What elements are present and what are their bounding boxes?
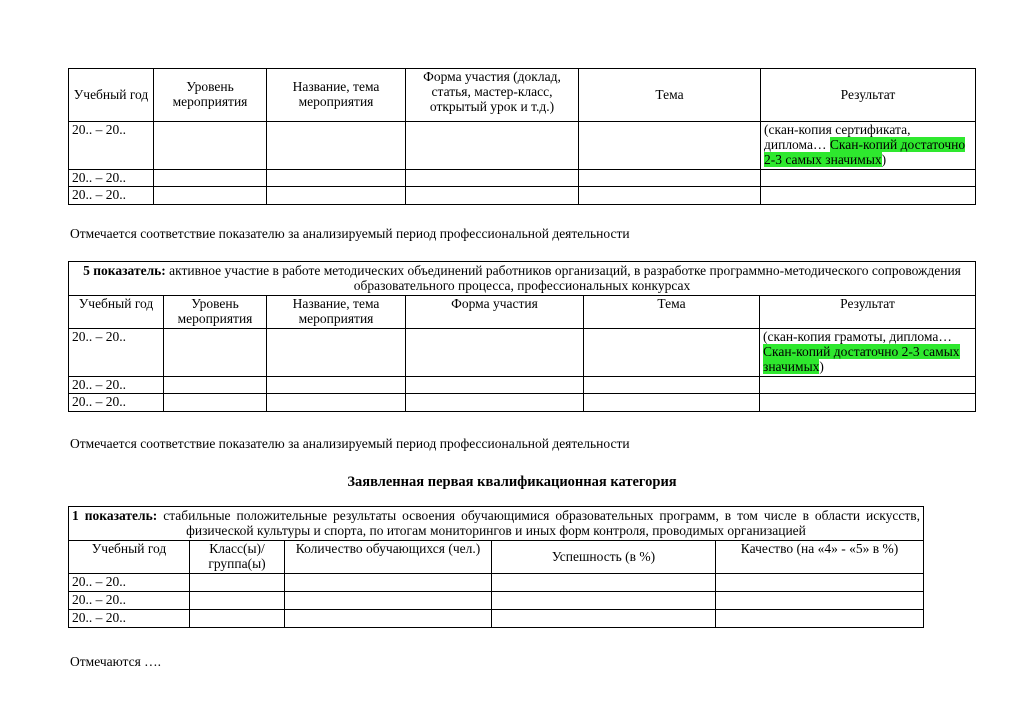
section-title: Заявленная первая квалификационная категория — [347, 474, 677, 490]
header-level: Уровень мероприятия — [164, 296, 267, 329]
compliance-note-1: Отмечается соответствие показателю за анализируемый период профессиональной деятельности — [70, 226, 630, 241]
header-title: Название, тема мероприятия — [267, 296, 406, 329]
header-count: Количество обучающихся (чел.) — [285, 541, 492, 574]
row-year: 20.. – 20.. — [69, 591, 190, 609]
header-result: Результат — [760, 296, 976, 329]
methodical-table — [68, 261, 976, 412]
result-note: (скан-копия грамоты, диплома… Скан-копий достаточно 2-3 самых значимых) — [760, 329, 976, 377]
header-success: Успешность (в %) — [492, 541, 716, 574]
header-result: Результат — [761, 69, 976, 122]
row-year: 20.. – 20.. — [69, 187, 154, 205]
header-year: Учебный год — [69, 69, 154, 122]
indicator-1: 1 показатель: стабильные положительные результаты освоения обучающимися образовательных программ, в том числе в области искусств, физической культуры и спорта, по итогам мониторингов и иных форм контроля, проводимых организацией — [69, 507, 924, 541]
compliance-note-2: Отмечается соответствие показателю за анализируемый период профессиональной деятельности — [70, 436, 630, 451]
row-year: 20.. – 20.. — [69, 376, 164, 394]
header-form: Форма участия (доклад, статья, мастер-класс, открытый урок и т.д.) — [406, 69, 579, 122]
indicator-5: 5 показатель: активное участие в работе методических объединений работников организаций, в разработке программно-методического сопровождения образовательного процесса, профессиональных конкурсах — [69, 262, 976, 296]
header-level: Уровень мероприятия — [154, 69, 267, 122]
activities-table — [68, 68, 976, 205]
row-year: 20.. – 20.. — [69, 574, 190, 592]
row-year: 20.. – 20.. — [69, 394, 164, 412]
header-topic: Тема — [579, 69, 761, 122]
highlighted-note: Скан-копий достаточно 2-3 самых значимых — [763, 343, 960, 374]
header-title: Название, тема мероприятия — [267, 69, 406, 122]
header-form: Форма участия — [406, 296, 584, 329]
header-year: Учебный год — [69, 296, 164, 329]
row-year: 20.. – 20.. — [69, 329, 164, 377]
highlighted-note: Скан-копий достаточно 2-3 самых значимых — [764, 136, 966, 167]
header-year: Учебный год — [69, 541, 190, 574]
results-table — [68, 506, 924, 628]
result-note: (скан-копия сертификата, диплома… Скан-копий достаточно 2-3 самых значимых) — [761, 122, 976, 170]
row-year: 20.. – 20.. — [69, 169, 154, 187]
header-topic: Тема — [584, 296, 760, 329]
row-year: 20.. – 20.. — [69, 609, 190, 627]
header-quality: Качество (на «4» - «5» в %) — [716, 541, 924, 574]
header-class: Класс(ы)/ группа(ы) — [190, 541, 285, 574]
closing-note: Отмечаются …. — [70, 654, 162, 669]
row-year: 20.. – 20.. — [69, 122, 154, 170]
